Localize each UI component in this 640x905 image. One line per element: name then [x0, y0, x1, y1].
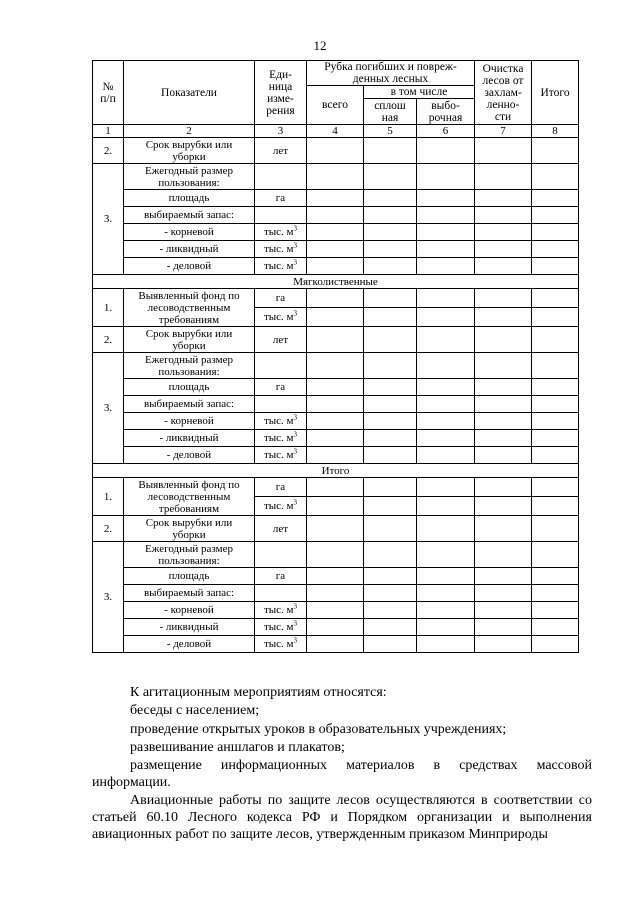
- unit-label: тыс. $м^3$: [255, 447, 307, 464]
- forest-use-table: [92, 60, 579, 653]
- indicator-label: - деловой: [124, 258, 255, 275]
- indicator-label: - корневой: [124, 224, 255, 241]
- unit-label: тыс. $м^3$: [255, 224, 307, 241]
- col-number: 6: [417, 125, 475, 138]
- row-num: 3.: [93, 164, 124, 275]
- indicator-label: Срок вырубки или уборки: [124, 138, 255, 164]
- row-num: 3.: [93, 353, 124, 464]
- header-including: в том числе: [364, 86, 475, 99]
- paragraph: проведение открытых уроков в образовательных учреждениях;: [130, 722, 507, 737]
- unit-label: лет: [255, 327, 307, 353]
- row-num: 1.: [93, 289, 124, 327]
- indicator-label: Ежегодный размер пользования:: [124, 542, 255, 568]
- unit-label: лет: [255, 516, 307, 542]
- indicator-label: - деловой: [124, 447, 255, 464]
- paragraph: К агитационным мероприятиям относятся:: [130, 685, 387, 700]
- col-number: 8: [532, 125, 579, 138]
- unit-label: га: [255, 190, 307, 207]
- indicator-label: площадь: [124, 379, 255, 396]
- col-number: 1: [93, 125, 124, 138]
- unit-label: тыс. $м^3$: [255, 619, 307, 636]
- col-number: 5: [364, 125, 417, 138]
- unit-label: га: [255, 568, 307, 585]
- paragraph: Авиационные работы по защите лесов осуществляются в соответствии со статьей 60.10 Лесного кодекса РФ и Порядком организации и выполнения авиационных работ по защите лесов, утвержденным приказом Минприроды: [92, 793, 592, 842]
- row-num: 2.: [93, 327, 124, 353]
- col-number: 7: [475, 125, 532, 138]
- header-num: № п/п: [93, 61, 124, 125]
- header-unit: Еди- ница изме- рения: [255, 61, 307, 125]
- indicator-label: Срок вырубки или уборки: [124, 516, 255, 542]
- unit-label: тыс. $м^3$: [255, 308, 307, 327]
- paragraph: размещение информационных материалов в средствах массовой: [130, 758, 592, 773]
- unit-label: тыс. $м^3$: [255, 602, 307, 619]
- paragraph: информации.: [92, 775, 171, 790]
- row-num: 1.: [93, 478, 124, 516]
- unit-label: га: [255, 478, 307, 497]
- col-number: 3: [255, 125, 307, 138]
- unit-label: га: [255, 379, 307, 396]
- unit-label: тыс. $м^3$: [255, 636, 307, 653]
- unit-label: тыс. $м^3$: [255, 430, 307, 447]
- indicator-label: площадь: [124, 568, 255, 585]
- indicator-label: выбираемый запас:: [124, 207, 255, 224]
- indicator-label: - ликвидный: [124, 430, 255, 447]
- indicator-label: Выявленный фонд по лесоводственным требованиям: [124, 289, 255, 327]
- indicator-label: - деловой: [124, 636, 255, 653]
- indicator-label: - ликвидный: [124, 619, 255, 636]
- header-itogo: Итого: [532, 61, 579, 125]
- header-indicators: Показатели: [124, 61, 255, 125]
- row-num: 3.: [93, 542, 124, 653]
- indicator-label: выбираемый запас:: [124, 585, 255, 602]
- indicator-label: Ежегодный размер пользования:: [124, 353, 255, 379]
- indicator-label: площадь: [124, 190, 255, 207]
- paragraph: беседы с населением;: [130, 703, 260, 718]
- paragraph: развешивание аншлагов и плакатов;: [130, 740, 345, 755]
- col-number: 2: [124, 125, 255, 138]
- page-number: 12: [313, 38, 327, 53]
- indicator-label: Ежегодный размер пользования:: [124, 164, 255, 190]
- section-title: Мягколиственные: [93, 275, 579, 289]
- unit-label: тыс. $м^3$: [255, 497, 307, 516]
- header-cleaning: Очистка лесов от захлам- ленно- сти: [475, 61, 532, 125]
- unit-label: тыс. $м^3$: [255, 258, 307, 275]
- row-num: 2.: [93, 138, 124, 164]
- unit-label: лет: [255, 138, 307, 164]
- header-selective: выбо- рочная: [417, 99, 475, 125]
- header-clear: сплош ная: [364, 99, 417, 125]
- section-title: Итого: [93, 464, 579, 478]
- unit-label: га: [255, 289, 307, 308]
- indicator-label: выбираемый запас:: [124, 396, 255, 413]
- indicator-label: - корневой: [124, 413, 255, 430]
- col-number: 4: [307, 125, 364, 138]
- unit-label: тыс. $м^3$: [255, 413, 307, 430]
- row-num: 2.: [93, 516, 124, 542]
- indicator-label: - корневой: [124, 602, 255, 619]
- indicator-label: - ликвидный: [124, 241, 255, 258]
- header-total-sub: всего: [307, 86, 364, 125]
- unit-label: тыс. $м^3$: [255, 241, 307, 258]
- indicator-label: Срок вырубки или уборки: [124, 327, 255, 353]
- indicator-label: Выявленный фонд по лесоводственным требованиям: [124, 478, 255, 516]
- header-felling: Рубка погибших и повреж- денных лесных: [307, 61, 475, 86]
